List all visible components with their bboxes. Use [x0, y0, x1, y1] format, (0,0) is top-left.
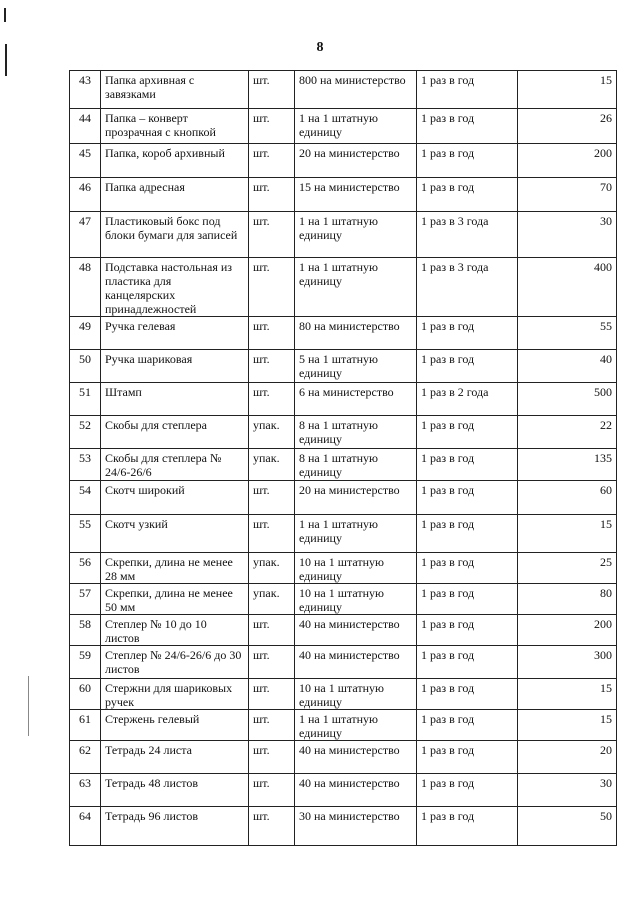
unit-cell: упак.	[249, 553, 295, 584]
price-cell: 200	[518, 144, 617, 178]
unit-cell: шт.	[249, 646, 295, 679]
frequency-cell: 1 раз в 2 года	[417, 383, 518, 416]
frequency-cell: 1 раз в год	[417, 144, 518, 178]
quantity-norm-cell: 1 на 1 штатную единицу	[295, 258, 417, 317]
price-cell: 80	[518, 584, 617, 615]
table-row	[70, 317, 617, 350]
quantity-norm-cell: 40 на министерство	[295, 774, 417, 807]
frequency-cell: 1 раз в год	[417, 710, 518, 741]
item-name-cell: Скрепки, длина не менее 50 мм	[101, 584, 249, 615]
quantity-norm-cell: 40 на министерство	[295, 741, 417, 774]
unit-cell: шт.	[249, 212, 295, 258]
item-name-cell: Папка архивная с завязками	[101, 71, 249, 109]
row-number-cell: 46	[70, 178, 101, 212]
table-row	[70, 807, 617, 846]
row-number-cell: 63	[70, 774, 101, 807]
quantity-norm-cell: 20 на министерство	[295, 481, 417, 515]
quantity-norm-cell: 10 на 1 штатную единицу	[295, 679, 417, 710]
quantity-norm-cell: 1 на 1 штатную единицу	[295, 710, 417, 741]
row-number-cell: 53	[70, 449, 101, 481]
price-cell: 60	[518, 481, 617, 515]
frequency-cell: 1 раз в год	[417, 449, 518, 481]
item-name-cell: Папка – конверт прозрачная с кнопкой	[101, 109, 249, 144]
item-name-cell: Тетрадь 48 листов	[101, 774, 249, 807]
scan-edge-mark	[4, 8, 6, 22]
row-number-cell: 43	[70, 71, 101, 109]
item-name-cell: Подставка настольная из пластика для канцелярских принадлежностей	[101, 258, 249, 317]
item-name-cell: Стержни для шариковых ручек	[101, 679, 249, 710]
item-name-cell: Скобы для степлера	[101, 416, 249, 449]
frequency-cell: 1 раз в год	[417, 679, 518, 710]
table-row	[70, 144, 617, 178]
frequency-cell: 1 раз в 3 года	[417, 258, 518, 317]
quantity-norm-cell: 800 на министерство	[295, 71, 417, 109]
price-cell: 50	[518, 807, 617, 846]
unit-cell: шт.	[249, 317, 295, 350]
quantity-norm-cell: 15 на министерство	[295, 178, 417, 212]
row-number-cell: 50	[70, 350, 101, 383]
frequency-cell: 1 раз в год	[417, 178, 518, 212]
price-cell: 40	[518, 350, 617, 383]
row-number-cell: 51	[70, 383, 101, 416]
row-number-cell: 56	[70, 553, 101, 584]
item-name-cell: Степлер № 10 до 10 листов	[101, 615, 249, 646]
frequency-cell: 1 раз в год	[417, 774, 518, 807]
frequency-cell: 1 раз в год	[417, 553, 518, 584]
row-number-cell: 60	[70, 679, 101, 710]
item-name-cell: Скрепки, длина не менее 28 мм	[101, 553, 249, 584]
row-number-cell: 52	[70, 416, 101, 449]
price-cell: 15	[518, 71, 617, 109]
row-number-cell: 59	[70, 646, 101, 679]
unit-cell: шт.	[249, 807, 295, 846]
price-cell: 70	[518, 178, 617, 212]
row-number-cell: 64	[70, 807, 101, 846]
quantity-norm-cell: 5 на 1 штатную единицу	[295, 350, 417, 383]
price-cell: 200	[518, 615, 617, 646]
frequency-cell: 1 раз в год	[417, 350, 518, 383]
table-row	[70, 741, 617, 774]
frequency-cell: 1 раз в год	[417, 416, 518, 449]
frequency-cell: 1 раз в год	[417, 615, 518, 646]
table-row	[70, 553, 617, 584]
row-number-cell: 62	[70, 741, 101, 774]
item-name-cell: Тетрадь 96 листов	[101, 807, 249, 846]
price-cell: 15	[518, 515, 617, 553]
quantity-norm-cell: 1 на 1 штатную единицу	[295, 515, 417, 553]
frequency-cell: 1 раз в год	[417, 71, 518, 109]
frequency-cell: 1 раз в год	[417, 584, 518, 615]
unit-cell: шт.	[249, 350, 295, 383]
frequency-cell: 1 раз в год	[417, 807, 518, 846]
unit-cell: шт.	[249, 178, 295, 212]
row-number-cell: 49	[70, 317, 101, 350]
price-cell: 20	[518, 741, 617, 774]
price-cell: 26	[518, 109, 617, 144]
item-name-cell: Скотч узкий	[101, 515, 249, 553]
row-number-cell: 48	[70, 258, 101, 317]
unit-cell: шт.	[249, 383, 295, 416]
table-row	[70, 383, 617, 416]
frequency-cell: 1 раз в год	[417, 515, 518, 553]
item-name-cell: Штамп	[101, 383, 249, 416]
unit-cell: шт.	[249, 615, 295, 646]
unit-cell: шт.	[249, 258, 295, 317]
row-number-cell: 57	[70, 584, 101, 615]
frequency-cell: 1 раз в год	[417, 317, 518, 350]
row-number-cell: 45	[70, 144, 101, 178]
price-cell: 500	[518, 383, 617, 416]
table-row	[70, 416, 617, 449]
unit-cell: шт.	[249, 710, 295, 741]
row-number-cell: 61	[70, 710, 101, 741]
price-cell: 135	[518, 449, 617, 481]
table-row	[70, 109, 617, 144]
table-row	[70, 178, 617, 212]
quantity-norm-cell: 10 на 1 штатную единицу	[295, 584, 417, 615]
frequency-cell: 1 раз в год	[417, 741, 518, 774]
unit-cell: шт.	[249, 679, 295, 710]
table-row	[70, 615, 617, 646]
item-name-cell: Пластиковый бокс под блоки бумаги для записей	[101, 212, 249, 258]
frequency-cell: 1 раз в год	[417, 109, 518, 144]
unit-cell: упак.	[249, 416, 295, 449]
table-row	[70, 646, 617, 679]
table-row	[70, 449, 617, 481]
item-name-cell: Ручка шариковая	[101, 350, 249, 383]
quantity-norm-cell: 40 на министерство	[295, 646, 417, 679]
table-row	[70, 515, 617, 553]
frequency-cell: 1 раз в год	[417, 481, 518, 515]
price-cell: 300	[518, 646, 617, 679]
unit-cell: шт.	[249, 109, 295, 144]
unit-cell: упак.	[249, 449, 295, 481]
page-number: 8	[316, 40, 324, 55]
price-cell: 30	[518, 774, 617, 807]
item-name-cell: Папка адресная	[101, 178, 249, 212]
price-cell: 15	[518, 679, 617, 710]
row-number-cell: 47	[70, 212, 101, 258]
price-cell: 15	[518, 710, 617, 741]
price-cell: 25	[518, 553, 617, 584]
table-row	[70, 710, 617, 741]
price-cell: 55	[518, 317, 617, 350]
scan-edge-mark	[28, 676, 29, 736]
supplies-table	[69, 70, 617, 846]
table-row	[70, 679, 617, 710]
row-number-cell: 55	[70, 515, 101, 553]
quantity-norm-cell: 30 на министерство	[295, 807, 417, 846]
unit-cell: шт.	[249, 774, 295, 807]
unit-cell: шт.	[249, 515, 295, 553]
quantity-norm-cell: 20 на министерство	[295, 144, 417, 178]
quantity-norm-cell: 1 на 1 штатную единицу	[295, 109, 417, 144]
row-number-cell: 54	[70, 481, 101, 515]
unit-cell: упак.	[249, 584, 295, 615]
row-number-cell: 44	[70, 109, 101, 144]
quantity-norm-cell: 1 на 1 штатную единицу	[295, 212, 417, 258]
unit-cell: шт.	[249, 144, 295, 178]
table-row	[70, 774, 617, 807]
row-number-cell: 58	[70, 615, 101, 646]
item-name-cell: Стержень гелевый	[101, 710, 249, 741]
table-row	[70, 71, 617, 109]
quantity-norm-cell: 40 на министерство	[295, 615, 417, 646]
item-name-cell: Скобы для степлера № 24/6-26/6	[101, 449, 249, 481]
item-name-cell: Папка, короб архивный	[101, 144, 249, 178]
table-row	[70, 258, 617, 317]
price-cell: 400	[518, 258, 617, 317]
unit-cell: шт.	[249, 741, 295, 774]
item-name-cell: Ручка гелевая	[101, 317, 249, 350]
table-row	[70, 584, 617, 615]
table-row	[70, 350, 617, 383]
quantity-norm-cell: 8 на 1 штатную единицу	[295, 416, 417, 449]
table-body	[70, 71, 617, 846]
price-cell: 30	[518, 212, 617, 258]
frequency-cell: 1 раз в год	[417, 646, 518, 679]
unit-cell: шт.	[249, 481, 295, 515]
quantity-norm-cell: 10 на 1 штатную единицу	[295, 553, 417, 584]
quantity-norm-cell: 8 на 1 штатную единицу	[295, 449, 417, 481]
quantity-norm-cell: 80 на министерство	[295, 317, 417, 350]
frequency-cell: 1 раз в 3 года	[417, 212, 518, 258]
price-cell: 22	[518, 416, 617, 449]
item-name-cell: Тетрадь 24 листа	[101, 741, 249, 774]
quantity-norm-cell: 6 на министерство	[295, 383, 417, 416]
unit-cell: шт.	[249, 71, 295, 109]
item-name-cell: Степлер № 24/6-26/6 до 30 листов	[101, 646, 249, 679]
table-row	[70, 212, 617, 258]
item-name-cell: Скотч широкий	[101, 481, 249, 515]
table-row	[70, 481, 617, 515]
